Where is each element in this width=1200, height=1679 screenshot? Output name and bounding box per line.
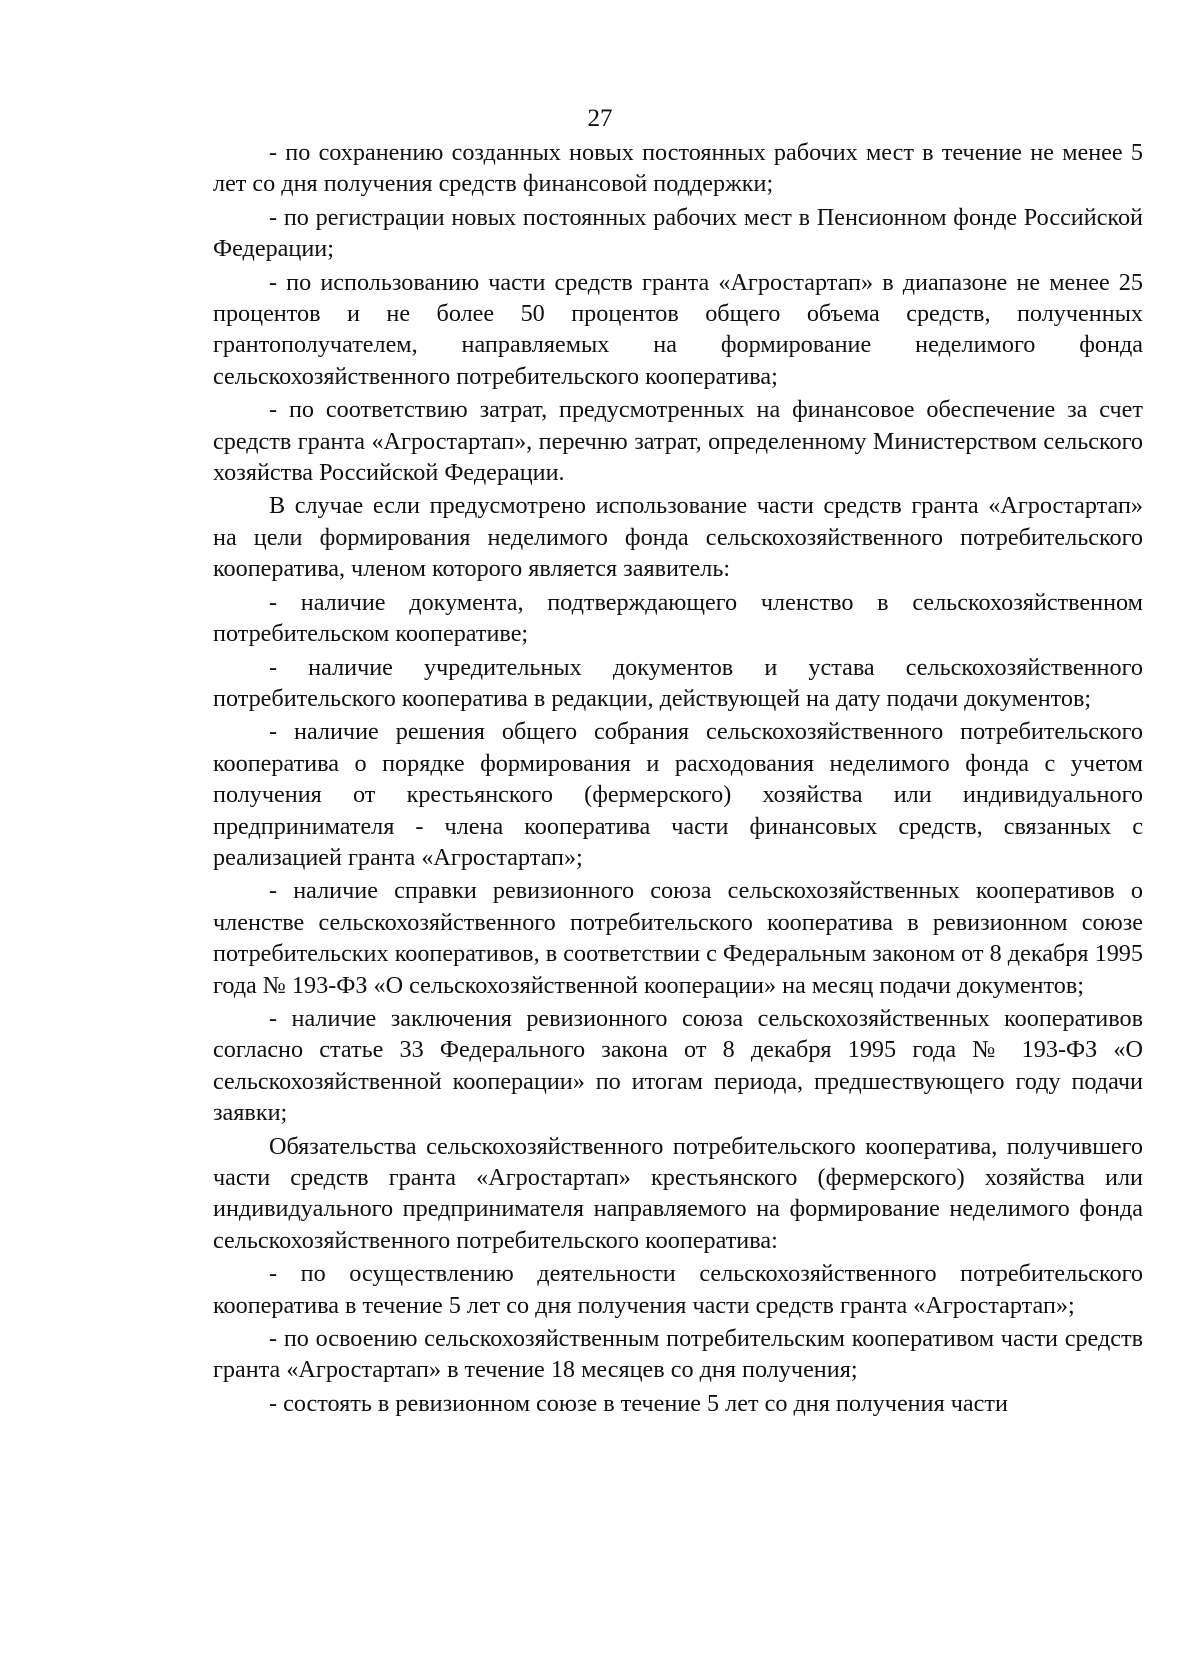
paragraph-general-meeting-decision: - наличие решения общего собрания сельскохозяйственного потребительского кооператива о порядке формирования и расходования неделимого фонда с учетом получения от крестьянского (фермерского) хозяйства или индивидуального предпринимателя - члена кооператива части финансовых средств, связанных с реализацией гранта «Агростартап»; [213, 718, 1143, 871]
paragraph-funds-utilization: - по освоению сельскохозяйственным потребительским кооперативом части средств гранта «Агростартап» в течение 18 месяцев со дня получения; [213, 1325, 1143, 1384]
paragraph-cooperative-obligations: Обязательства сельскохозяйственного потребительского кооператива, получившего части средств гранта «Агростартап» крестьянского (фермерского) хозяйства или индивидуального предпринимателя направляемого на формирование неделимого фонда сельскохозяйственного потребительского кооператива: [213, 1132, 1143, 1254]
paragraph-audit-union-membership: - состоять в ревизионном союзе в течение 5 лет со дня получения части [269, 1389, 1008, 1417]
paragraph-cooperative-activity: - по осуществлению деятельности сельскохозяйственного потребительского кооператива в течение 5 лет со дня получения части средств гранта «Агростартап»; [213, 1260, 1143, 1319]
document-body [213, 137, 1143, 1419]
paragraph-workplaces-registration: - по регистрации новых постоянных рабочих мест в Пенсионном фонде Российской Федерации; [213, 203, 1143, 263]
page-number: 27 [587, 105, 613, 132]
paragraph-audit-union-certificate: - наличие справки ревизионного союза сельскохозяйственных кооперативов о членстве сельскохозяйственного потребительского кооператива в ревизионном союзе потребительских кооперативов, в соответствии с Федеральным законом от 8 декабря 1995 года № 193-ФЗ «О сельскохозяйственной кооперации» на месяц подачи документов; [213, 877, 1143, 999]
paragraph-founding-documents: - наличие учредительных документов и устава сельскохозяйственного потребительского кооператива в редакции, действующей на дату подачи документов; [213, 653, 1143, 712]
paragraph-cooperative-case: В случае если предусмотрено использование части средств гранта «Агростартап» на цели формирования неделимого фонда сельскохозяйственного потребительского кооператива, членом которого является заявитель: [213, 492, 1143, 583]
paragraph-audit-union-conclusion: - наличие заключения ревизионного союза сельскохозяйственных кооперативов согласно статье 33 Федерального закона от 8 декабря 1995 года № 193-ФЗ «О сельскохозяйственной кооперации» по итогам периода, предшествующего году подачи заявки; [213, 1004, 1143, 1127]
paragraph-workplaces-retention: - по сохранению созданных новых постоянных рабочих мест в течение не менее 5 лет со дня получения средств финансовой поддержки; [213, 139, 1143, 198]
paragraph-membership-document: - наличие документа, подтверждающего членство в сельскохозяйственном потребительском кооперативе; [213, 588, 1143, 648]
paragraph-expense-compliance: - по соответствию затрат, предусмотренных на финансовое обеспечение за счет средств гранта «Агростартап», перечню затрат, определенному Министерством сельского хозяйства Российской Федерации. [213, 396, 1143, 487]
paragraph-grant-share-usage: - по использованию части средств гранта «Агростартап» в диапазоне не менее 25 процентов и не более 50 процентов общего объема средств, полученных грантополучателем, направляемых на формирование неделимого фонда сельскохозяйственного потребительского кооператива; [213, 268, 1143, 390]
